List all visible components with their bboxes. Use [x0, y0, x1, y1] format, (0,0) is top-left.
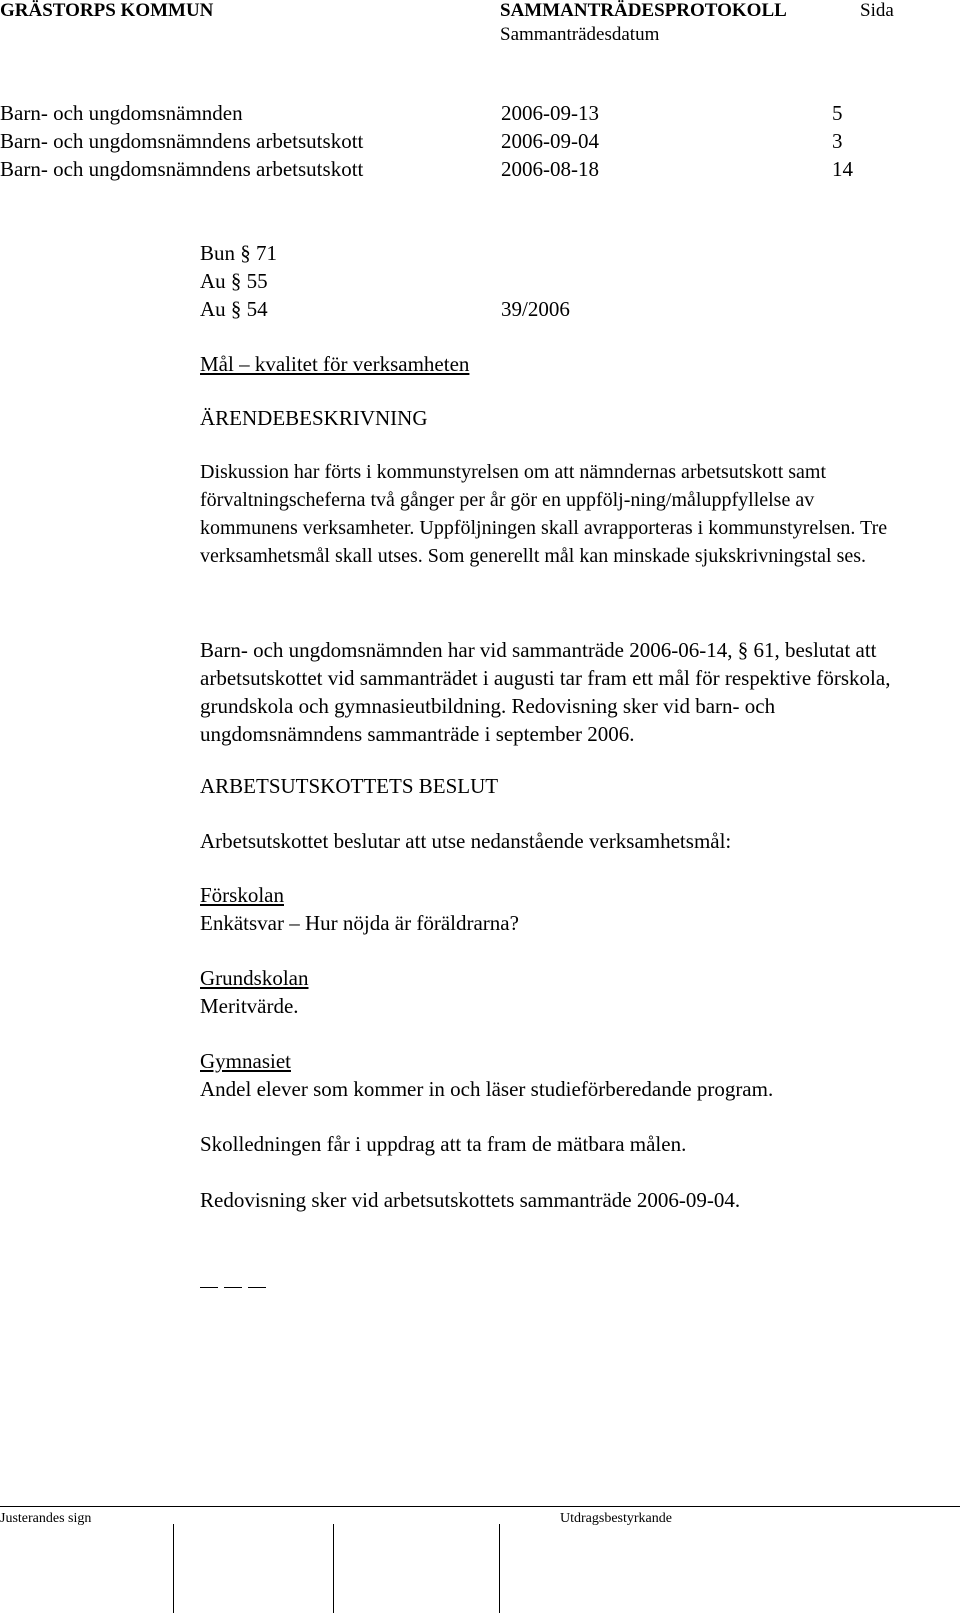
case-title: Mål – kvalitet för verksamheten — [200, 352, 470, 376]
doc-type: SAMMANTRÄDESPROTOKOLL — [500, 0, 787, 21]
ref-au-55: Au § 55 — [200, 269, 268, 293]
footer-divider — [0, 1506, 960, 1507]
goal-text-forskolan: Enkätsvar – Hur nöjda är föräldrarna? — [200, 911, 519, 935]
extract-label: Utdragsbestyrkande — [560, 1511, 672, 1526]
goal-text-grundskolan: Meritvärde. — [200, 994, 299, 1018]
goal-text-gymnasiet: Andel elever som kommer in och läser studieförberedande program. — [200, 1077, 774, 1101]
meeting-body: Barn- och ungdomsnämndens arbetsutskott — [0, 129, 364, 153]
meeting-body: Barn- och ungdomsnämnden — [0, 101, 243, 125]
meeting-date-label: Sammanträdesdatum — [500, 24, 660, 45]
meeting-date: 2006-09-13 — [501, 101, 599, 125]
description-heading: ÄRENDEBESKRIVNING — [200, 406, 428, 430]
meeting-page: 14 — [832, 157, 853, 181]
description-paragraph-2: Barn- och ungdomsnämnden har vid sammanträde 2006-06-14, § 61, beslutat att arbetsutskottet vid sammanträdet i augusti tar fram ett mål för respektive förskola, grundskola och gymnasieutbildning. Redovisning sker vid barn- och ungdomsnämndens sammanträde i september 2006. — [200, 638, 891, 746]
reporting-text: Redovisning sker vid arbetsutskottets sammanträde 2006-09-04. — [200, 1188, 741, 1212]
goal-heading-gymnasiet: Gymnasiet — [200, 1049, 291, 1073]
sign-label: Justerandes sign — [0, 1511, 92, 1526]
meeting-body: Barn- och ungdomsnämndens arbetsutskott — [0, 157, 364, 181]
decision-heading: ARBETSUTSKOTTETS BESLUT — [200, 774, 499, 798]
meeting-date: 2006-08-18 — [501, 157, 599, 181]
goal-heading-grundskolan: Grundskolan — [200, 966, 309, 990]
page-label: Sida — [860, 0, 894, 21]
meeting-date: 2006-09-04 — [501, 129, 599, 153]
decision-intro: Arbetsutskottet beslutar att utse nedanstående verksamhetsmål: — [200, 829, 732, 853]
meeting-page: 3 — [832, 129, 843, 153]
diary-number: 39/2006 — [501, 297, 570, 321]
description-paragraph-1: Diskussion har förts i kommunstyrelsen om att nämndernas arbetsutskott samt förvaltningscheferna två gånger per år gör en uppfölj-ning/måluppfyllelse av kommunens verksamheter. Uppföljningen skall avrapporteras i kommunstyrelsen. Tre verksamhetsmål skall utses. Som generellt mål kan minskade sjukskrivningstal ses. — [200, 461, 888, 567]
ref-au-54: Au § 54 — [200, 297, 268, 321]
org-name: GRÄSTORPS KOMMUN — [0, 0, 214, 21]
goal-heading-forskolan: Förskolan — [200, 883, 284, 907]
ref-bun: Bun § 71 — [200, 241, 278, 265]
meeting-page: 5 — [832, 101, 843, 125]
assignment-text: Skolledningen får i uppdrag att ta fram de mätbara målen. — [200, 1132, 687, 1156]
